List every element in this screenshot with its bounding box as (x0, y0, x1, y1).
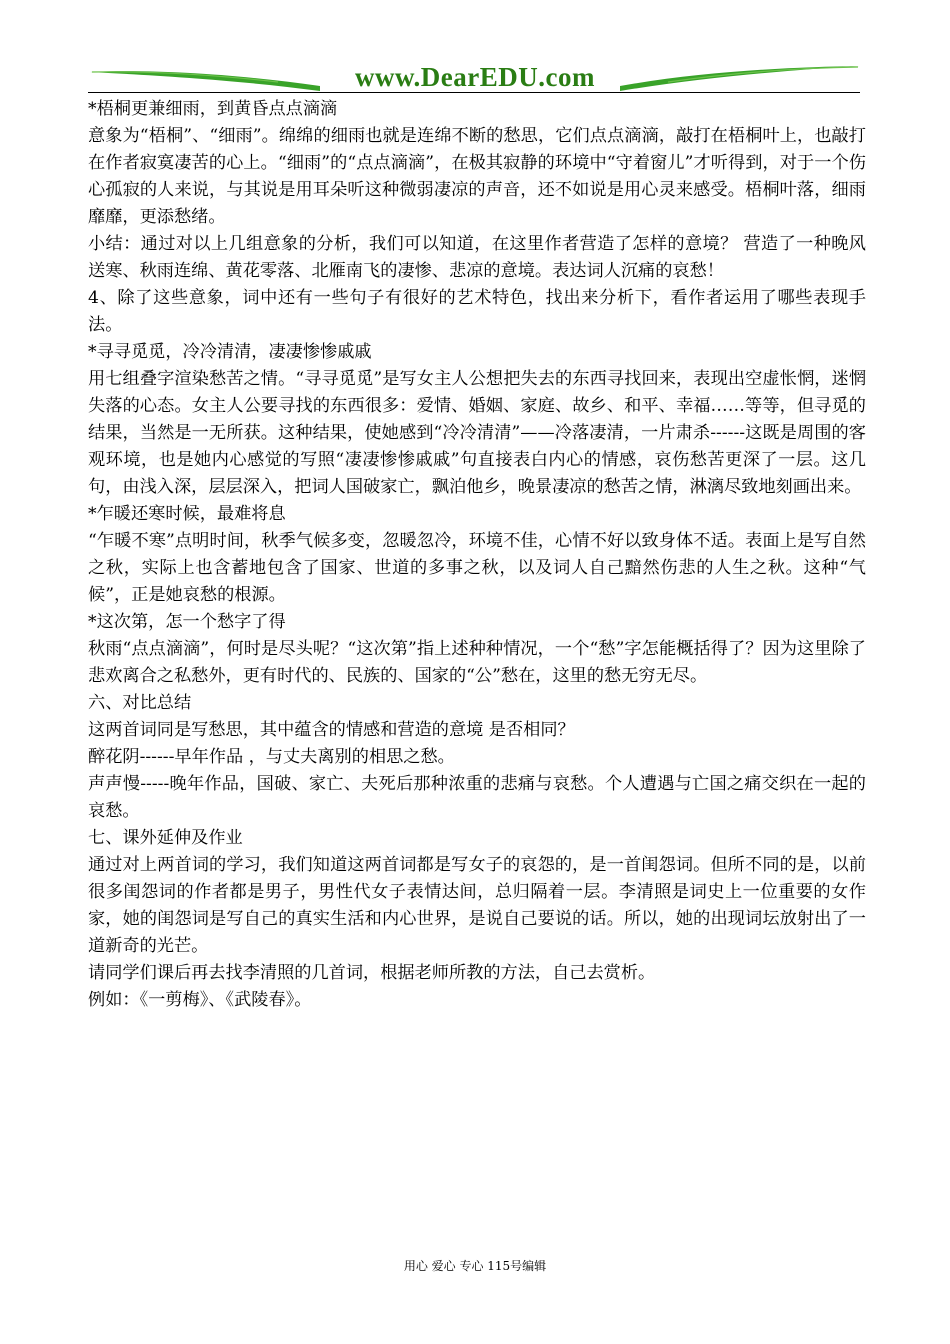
subheading-line: *乍暖还寒时候，最难将息 (88, 504, 286, 524)
body-paragraph: 例如：《一剪梅》、《武陵春》。 (88, 990, 312, 1010)
summary-paragraph: 小结：通过对以上几组意象的分析，我们可以知道，在这里作者营造了怎样的意境？ 营造了一种晚风送寒、秋雨连绵、黄花零落、北雁南飞的凄惨、悲凉的意境。表达词人沉痛的哀愁！ (88, 234, 866, 281)
body-paragraph: 请同学们课后再去找李清照的几首词，根据老师所教的方法，自己去赏析。 (88, 963, 656, 983)
body-paragraph: 秋雨“点点滴滴”，何时是尽头呢？“这次第”指上述种种情况，一个“愁”字怎能概括得了？因为这里除了悲欢离合之私愁外，更有时代的、民族的、国家的“公”愁在，这里的愁无穷无尽。 (88, 639, 866, 686)
body-paragraph: 声声慢-----晚年作品，国破、家亡、夫死后那种浓重的悲痛与哀愁。个人遭遇与亡国之痛交织在一起的哀愁。 (88, 774, 866, 821)
section-heading: 六、对比总结 (88, 693, 192, 713)
subheading-line: *梧桐更兼细雨，到黄昏点点滴滴 (88, 99, 338, 119)
site-brand-text[interactable]: www.DearEDU.com (355, 62, 595, 92)
page-footer: 用心 爱心 专心 115号编辑 (403, 1259, 547, 1273)
question-paragraph: 4、除了这些意象，词中还有一些句子有很好的艺术特色，找出来分析下，看作者运用了哪些表现手法。 (88, 288, 866, 335)
body-paragraph: “乍暖不寒”点明时间，秋季气候多变，忽暖忽冷，环境不佳，心情不好以致身体不适。表面上是写自然之秋，实际上也含蓄地包含了国家、世道的多事之秋，以及词人自己黯然伤悲的人生之秋。这种“气候”，正是她哀愁的根源。 (88, 531, 866, 605)
body-paragraph: 意象为“梧桐”、“细雨”。绵绵的细雨也就是连绵不断的愁思，它们点点滴滴，敲打在梧桐叶上，也敲打在作者寂寞凄苦的心上。“细雨”的“点点滴滴”，在极其寂静的环境中“守着窗儿”才听得到，对于一个伤心孤寂的人来说，与其说是用耳朵听这种微弱凄凉的声音，还不如说是用心灵来感受。梧桐叶落，细雨靡靡，更添愁绪。 (88, 126, 866, 227)
body-paragraph: 通过对上两首词的学习，我们知道这两首词都是写女子的哀怨的，是一首闺怨词。但所不同的是，以前很多闺怨词的作者都是男子，男性代女子表情达间，总归隔着一层。李清照是词史上一位重要的女作家，她的闺怨词是写自己的真实生活和内心世界，是说自己要说的话。所以，她的出现词坛放射出了一道新奇的光芒。 (88, 855, 866, 956)
body-paragraph: 用七组叠字渲染愁苦之情。“寻寻觅觅”是写女主人公想把失去的东西寻找回来，表现出空虚怅惘，迷惘失落的心态。女主人公要寻找的东西很多：爱情、婚姻、家庭、故乡、和平、幸福……等等，但寻觅的结果，当然是一无所获。这种结果，使她感到“冷冷清清”——冷落凄清，一片肃杀------这既是周围的客观环境，也是她内心感觉的写照“凄凄惨惨戚戚”句直接表白内心的情感，哀伤愁苦更深了一层。这几句，由浅入深，层层深入，把词人国破家亡，飘泊他乡，晚景凄凉的愁苦之情，淋漓尽致地刻画出来。 (88, 369, 866, 497)
document-body (88, 96, 866, 1014)
subheading-line: *寻寻觅觅，冷冷清清，凄凄惨惨戚戚 (88, 342, 372, 362)
header-rule (88, 92, 860, 93)
section-heading: 七、课外延伸及作业 (88, 828, 243, 848)
body-paragraph: 这两首词同是写愁思，其中蕴含的情感和营造的意境 是否相同？ (88, 720, 575, 740)
subheading-line: *这次第，怎一个愁字了得 (88, 612, 286, 632)
body-paragraph: 醉花阴------早年作品 ，与丈夫离别的相思之愁。 (88, 747, 455, 767)
